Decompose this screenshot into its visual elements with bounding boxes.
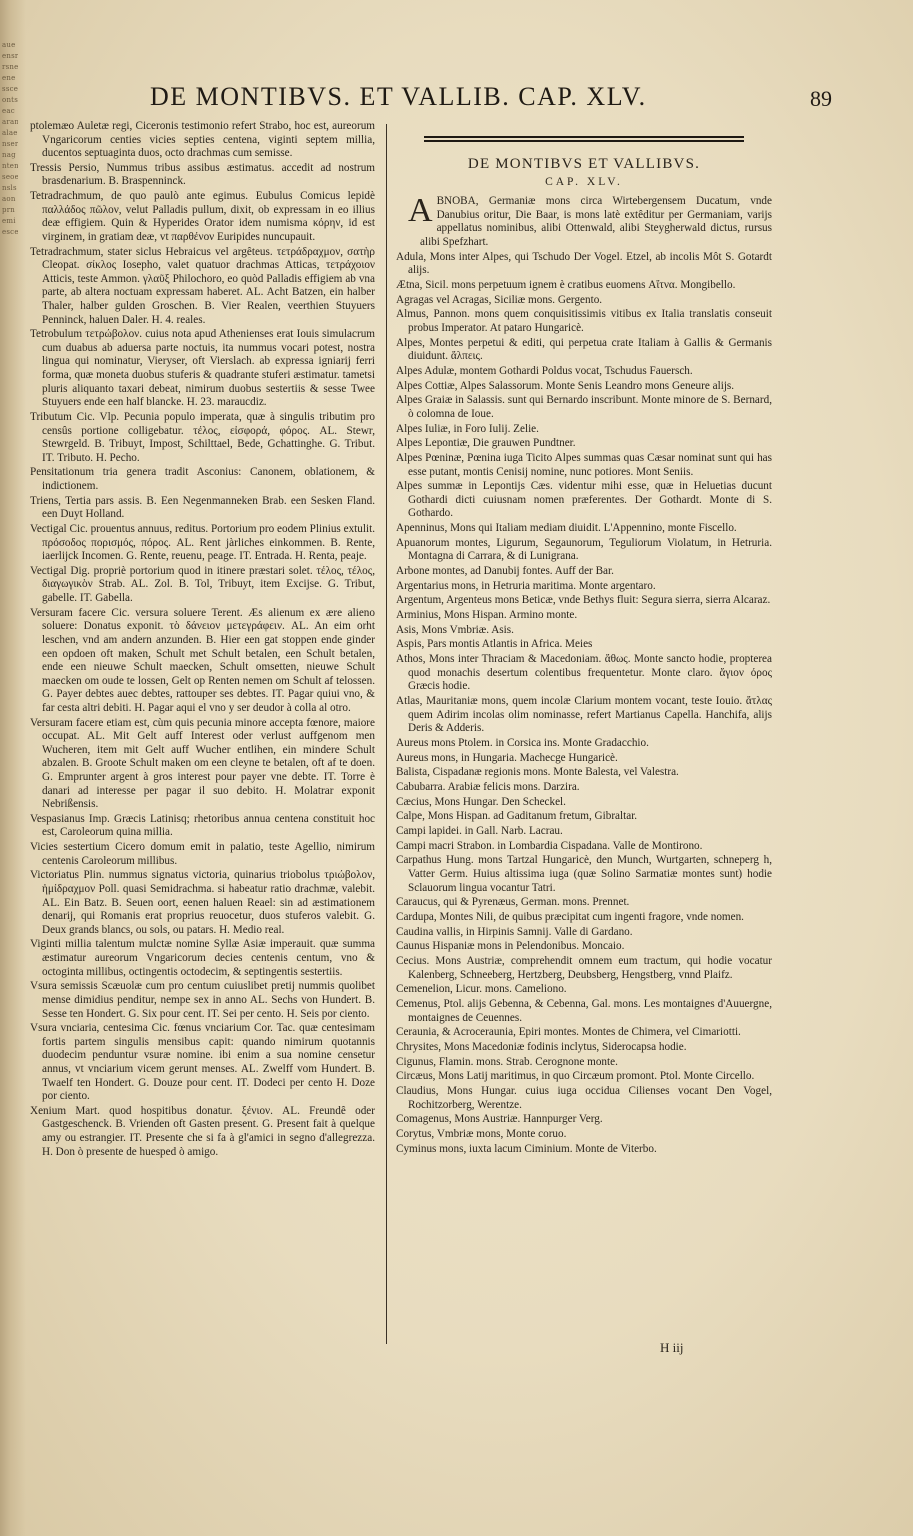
left-entry: Vespasianus Imp. Græcis Latinisq; rhetoribus annua centena constituit hoc est, Caroleorum quina millia. xyxy=(30,812,375,839)
right-entry: Argentarius mons, in Hetruria maritima. Monte argentaro. xyxy=(396,579,656,592)
right-entry: Cigunus, Flamin. mons. Strab. Cerognone monte. xyxy=(396,1055,618,1068)
left-entry: Tributum Cic. Vlp. Pecunia populo imperata, quæ à singulis tributim pro censûs portione colligebatur. τέλος, εἰσφορά, φόρος. AL. Stewr, Stewrgeld. B. Tribuyt, Impost, Schilttael, Bede, Gchattinghe. G. Tribut. IT. Tributo. H. Pecho. xyxy=(30,410,375,464)
right-entry: Agragas vel Acragas, Siciliæ mons. Gergento. xyxy=(396,293,603,306)
right-entry: Cæcius, Mons Hungar. Den Scheckel. xyxy=(396,795,566,808)
left-entry: ptolemæo Auletæ regi, Ciceronis testimonio refert Strabo, hoc est, aureorum Vngaricorum centies vicies septies centena, viginti septem millia, ducentos septuaginta duos, octo drachmas cum semisse. xyxy=(30,120,375,160)
chapter-label: CAP. XLV. xyxy=(545,175,623,188)
right-entry: Corytus, Vmbriæ mons, Monte coruo. xyxy=(396,1128,567,1140)
left-entry: Victoriatus Plin. nummus signatus victoria, quinarius triobolus τριώβολον, ἡμίδραχμον Poll. quasi Semidrachma. si habeatur ratio drachmæ, valebit. AL. Ein Batz. B. Seuen oort, eenen haluen Reael: sin ad æstimationem denarij, qui Romanis erat proprius reuocetur, duos stuferos valebit. G. Deux grands blancs, ou sols, ou patars. H. Medio real. xyxy=(30,869,375,936)
left-entry: Vectigal Dig. propriè portorium quod in itinere præstari solet. τέλος, τέλος, διαγωγικὸν Strab. AL. Zol. B. Tol, Tribuyt, item Excijse. G. Tribut, gabelle. IT. Gabella. xyxy=(30,564,375,605)
right-entry: Alpes Adulæ, montem Gothardi Poldus vocat, Tschudus Fauersch. xyxy=(396,364,693,377)
running-head: DE MONTIBVS. ET VALLIB. CAP. XLV. xyxy=(150,82,647,111)
right-entry: Claudius, Mons Hungar. cuius iuga occidua Cilienses vocant Den Vogel, Rochitzorberg, Werentze. xyxy=(396,1085,772,1111)
right-entry: Carpathus Hung. mons Tartzal Hungaricè, den Munch, Wurtgarten, schneperg h, Vatter Germ. Huius altissima iuga (quæ Solino Sarmatiæ montes sunt) hodie Sclauorum lingua vocantur Tatri. xyxy=(396,854,772,894)
left-entry: Triens, Tertia pars assis. B. Een Negenmanneken Brab. een Sesken Fland. een Duyt Holland. xyxy=(30,494,375,521)
right-entry: Cyminus mons, iuxta lacum Ciminium. Monte de Viterbo. xyxy=(396,1142,657,1155)
right-entry: Caunus Hispaniæ mons in Pelendonibus. Moncaio. xyxy=(396,940,625,953)
right-entry: Alpes summæ in Lepontijs Cæs. videntur mihi esse, quæ in Heluetias ducunt Gothardi dicti cuiusnam nomen præferentes. Der Gothardt. Monte di S. Gothardo. xyxy=(396,480,772,520)
right-entry: Asis, Mons Vmbriæ. Asis. xyxy=(396,623,514,636)
right-entry: Campi macri Strabon. in Lombardia Cispadana. Valle de Montirono. xyxy=(396,839,703,852)
left-entry: Vsura vnciaria, centesima Cic. fœnus vnciarium Cor. Tac. quæ centesimam fortis partem singulis mensibus capit: quando nimirum quotannis duodecim penduntur vsuræ nomine. ibi enim a sua nomine censetur annus, vt vnciarium vicem gerunt menses. AL. Zwelff vom Hundert. B. Twaelf ten Hondert. G. Douze pour cent. IT. Dodeci per cento H. Doze por ciento. xyxy=(30,1022,375,1103)
right-entry: Cemenelion, Licur. mons. Cameliono. xyxy=(396,983,567,996)
right-entry: Argentum, Argenteus mons Beticæ, vnde Bethys fluit: Segura sierra, sierra Alcaraz. xyxy=(396,594,771,607)
right-entry: Cardupa, Montes Nili, de quibus præcipitat cum ingenti fragore, vnde nomen. xyxy=(396,910,744,923)
left-entry: Vectigal Cic. prouentus annuus, reditus. Portorium pro eodem Plinius extulit. πρόσοδος πορισμός, πόρος. AL. Rent jàrliches einkommen. B. Rente, iaerlijck Incomen. G. Rente, reuenu, peage. IT. Entrada. H. Renta, peaje. xyxy=(30,522,375,563)
section-title: DE MONTIBVS ET VALLIBVS. xyxy=(467,156,701,172)
right-entry: Cabubarra. Arabiæ felicis mons. Darzira. xyxy=(396,780,580,793)
right-entry: Calpe, Mons Hispan. ad Gaditanum fretum, Gibraltar. xyxy=(396,810,638,823)
right-entry: Arminius, Mons Hispan. Armino monte. xyxy=(396,609,578,622)
right-entry: Balista, Cispadanæ regionis mons. Monte Balesta, vel Valestra. xyxy=(396,766,679,779)
right-entry: Circæus, Mons Latij maritimus, in quo Circæum promont. Ptol. Monte Circello. xyxy=(396,1070,755,1083)
right-entry: Alpes Lepontiæ, Die grauwen Pundtner. xyxy=(396,437,576,450)
right-entry: Ætna, Sicil. mons perpetuum ignem è cratibus euomens Αἴτνα. Mongibello. xyxy=(396,278,736,291)
first-entry-text: BNOBA, Germaniæ mons circa Wirtebergensem Ducatum, vnde Danubius oritur, Die Baar, is mons latè extêditur per Germaniam, varijs appellatus nominibus, alibi Ottenwald, alibi Steygherwald dictus, rursus alibi Spefzhart. xyxy=(420,195,772,248)
right-entry: Comagenus, Mons Austriæ. Hannpurger Verg. xyxy=(396,1113,603,1126)
column-divider-rule xyxy=(386,124,387,1344)
left-entry: Vicies sestertium Cicero domum emit in palatio, teste Agellio, nimirum centenis Caroleorum millibus. xyxy=(30,841,375,867)
right-entry: Alpes Iuliæ, in Foro Iulij. Zelie. xyxy=(396,422,539,435)
right-entry: Chrysites, Mons Macedoniæ fodinis inclytus, Siderocapsa hodie. xyxy=(396,1040,687,1053)
left-entry: Tetradrachmum, stater siclus Hebraicus vel argêteus. τετράδραχμον, σατὴρ Cleopat. σίκλος Iosepho, valet quatuor drachmas Atticas, τετράχοιον Atticis, teste Ammon. γλαῦξ Philochoro, eo quòd Palladis effigiem ab vna parte, ab altera noctuam expressam haberet. AL. Acht Batzen, ein halber Thaler, halber gulden Groschen. B. Vier Realen, veerthien Stuyuers Penninck, haluen Daler. H. 4. reales. xyxy=(30,245,375,326)
right-entry: Ceraunia, & Acroceraunia, Epiri montes. Montes de Chimera, vel Cimariotti. xyxy=(396,1026,741,1039)
drop-capital: A xyxy=(408,192,433,230)
left-entry: Vsura semissis Scæuolæ cum pro centum cuiuslibet pretij nummis quolibet mense dimidius penditur, nempe sex in anno AL. Sechs von Hundert. B. Sesse ten Hondert. G. Six pour cent. IT. Sei per cento. H. Seis por ciento. xyxy=(30,980,375,1020)
right-entry: Cecius. Mons Austriæ, comprehendit omnem eum tractum, qui hodie vocatur Kalenberg, Schneeberg, Hertzberg, Deubsberg, Hengstberg, vnnd Plaifz. xyxy=(396,955,772,981)
right-entry: Adula, Mons inter Alpes, qui Tschudo Der Vogel. Etzel, ab incolis Môt S. Gotardt alijs. xyxy=(396,250,772,277)
right-entry: Alpes, Montes perpetui & editi, qui perpetua crate Italiam à Gallis & Germanis diuidunt. ἄλπεις. xyxy=(396,336,772,363)
right-column xyxy=(396,134,772,1374)
right-entry: Aureus mons Ptolem. in Corsica ins. Monte Gradacchio. xyxy=(396,736,649,749)
right-entry: Arbone montes, ad Danubij fontes. Auff der Bar. xyxy=(396,565,614,578)
right-entry: Caudina vallis, in Hirpinis Samnij. Valle di Gardano. xyxy=(396,925,633,938)
right-entry: Apenninus, Mons qui Italiam mediam diuidit. L'Appennino, monte Fiscello. xyxy=(396,522,737,535)
right-entry: Apuanorum montes, Ligurum, Segaunorum, Teguliorum Violatum, in Hetruria. Montagna di Carrara, & di Lunigrana. xyxy=(396,536,772,563)
left-entry: Viginti millia talentum mulctæ nomine Syllæ Asiæ imperauit. quæ summa æstimatur aureorum Vngaricorum decies centenis centum, vno & octoginta millibus, octingentis octodecim, & septingentis sestertiis. xyxy=(30,938,375,978)
right-entry: Alpes Graiæ in Salassis. sunt qui Bernardo inscribunt. Monte minore de S. Bernard, ò colomna de Ioue. xyxy=(396,394,772,420)
left-column xyxy=(30,120,375,1360)
right-entry: Campi lapidei. in Gall. Narb. Lacrau. xyxy=(396,825,563,838)
right-entry: Alpes Cottiæ, Alpes Salassorum. Monte Senis Leandro mons Geneure alijs. xyxy=(396,379,735,392)
left-entry: Tressis Persio, Nummus tribus assibus æstimatus. accedit ad nostrum brasdenarium. B. Braspenninck. xyxy=(30,161,375,188)
left-entry: Versuram facere etiam est, cùm quis pecunia minore accepta fœnore, maiore occupat. AL. Mit Gelt auff Interest oder verlust auffgenom men Wucheren, item mit Gelt auff Wucher entlihen, ein mindere Schult abzalen. B. Groote Schult maken om een cleyne te betalen, oft af te doen. G. Emprunter argent à gros interest pour payer vne debte. IT. Torre è danari ad interesse per pagar il suo debito. H. Molatrar exponit Nebrißensis. xyxy=(30,716,375,811)
first-entry xyxy=(396,192,772,249)
right-entry: Aspis, Pars montis Atlantis in Africa. Meies xyxy=(396,638,593,651)
right-entry: Alpes Pœninæ, Pœnina iuga Ticito Alpes summas quas Cæsar nominat sunt qui has esse putant, montis Cenisij nomine, nunc potiores. Mont Seniis. xyxy=(396,451,772,478)
left-entry: Tetradrachmum, de quo paulò ante egimus. Eubulus Comicus lepidè παλλάδος πῶλον, velut Palladis pullum, dixit, ob expressam in eo illius deæ effigiem. Quin & Hyperides Orator idem numisma κόρην, id est virginem, in gratiam deæ, vt παρθένον Euripides nuncupauit. xyxy=(30,190,375,243)
right-entry: Aureus mons, in Hungaria. Machecge Hungaricè. xyxy=(396,751,618,764)
binding-gutter xyxy=(0,0,26,1536)
right-entry: Athos, Mons inter Thraciam & Macedoniam. ἄθως. Monte sancto hodie, propterea quod monachis desertum colentibus frequentetur. Monte claro. ἅγιον όρος Græcis hodie. xyxy=(396,653,772,693)
left-entry: Xenium Mart. quod hospitibus donatur. ξένιον. AL. Freundê oder Gastgeschenck. B. Vrienden oft Gasten present. G. Present fait à quelque amy ou estrangier. IT. Presente che si fa à gl'amici in segno d'allegrezza. H. Don ò presente de huesped ò amigo. xyxy=(30,1104,375,1158)
right-entry: Almus, Pannon. mons quem conquisitissimis vitibus ex Italia translatis conseuit probus Imperator. At pataro Hungaricè. xyxy=(396,308,772,334)
right-entry: Atlas, Mauritaniæ mons, quem incolæ Clarium montem vocant, teste Iouio. ἄτλας quem Adirim incolas olim nominasse, refert Martianus Capella. Hanchifa, alijs Deris & Adderis. xyxy=(396,695,772,735)
signature-mark: H iij xyxy=(660,1340,684,1355)
right-entry: Caraucus, qui & Pyrenæus, German. mons. Prennet. xyxy=(396,896,630,909)
right-entry-list xyxy=(396,251,772,1157)
left-entry: Versuram facere Cic. versura soluere Terent. Æs alienum ex ære alieno soluere: Donatus exponit. τὸ δάνειον μετεγράφειν. AL. An eim orht leschen, vnd am andern anzunden. B. Hier een gat stoppen ende ginder een opdoen oft maken, Schult met Schult betalen, een Schult betalen, ende een nieuwe Schult maecken, Schult omsetten, nieuwe Schult maecken om oude te lossen, Gelt op Renten nemen om Schult af telossen. G. Payer debtes auec debtes, rattouper ses debtes. IT. Pagar quiui vno, & far cesta altri debiti. H. Pagar aqui el vno y ser deudor à colla al otro. xyxy=(30,606,375,714)
gutter-margin-fragments: a u e e n s r r s n e e n e s s c e o n t s e a c a r a n a l a e n s e r n a g n t e n s e o e n s l s a o n p r n e m i e s c e xyxy=(2,41,18,236)
left-entry: Pensitationum tria genera tradit Asconius: Canonem, oblationem, & indictionem. xyxy=(30,466,375,492)
section-head-rule xyxy=(424,136,744,142)
page-number: 89 xyxy=(810,86,832,111)
left-entry: Tetrobulum τετρώβολον. cuius nota apud Athenienses erat Iouis simulacrum cum duabus ab aduersa parte noctuis, ita nummus vocari potest, nostra lingua qui nominatur, Vieryser, oft Vierslach. ab expressa igniarij ferri forma, quæ moneta duobus stuferis & quadrante stuferi æstimatur. tametsi pluris aliquanto taxari debeat, nimirum duobus sestertiis & sesse Twee Stuyuers ende een half blancke. H. 23. maraucdiz. xyxy=(30,328,375,409)
right-entry: Cemenus, Ptol. alijs Gebenna, & Cebenna, Gal. mons. Les montaignes d'Auuergne, montaignes de Ceuennes. xyxy=(396,998,772,1024)
